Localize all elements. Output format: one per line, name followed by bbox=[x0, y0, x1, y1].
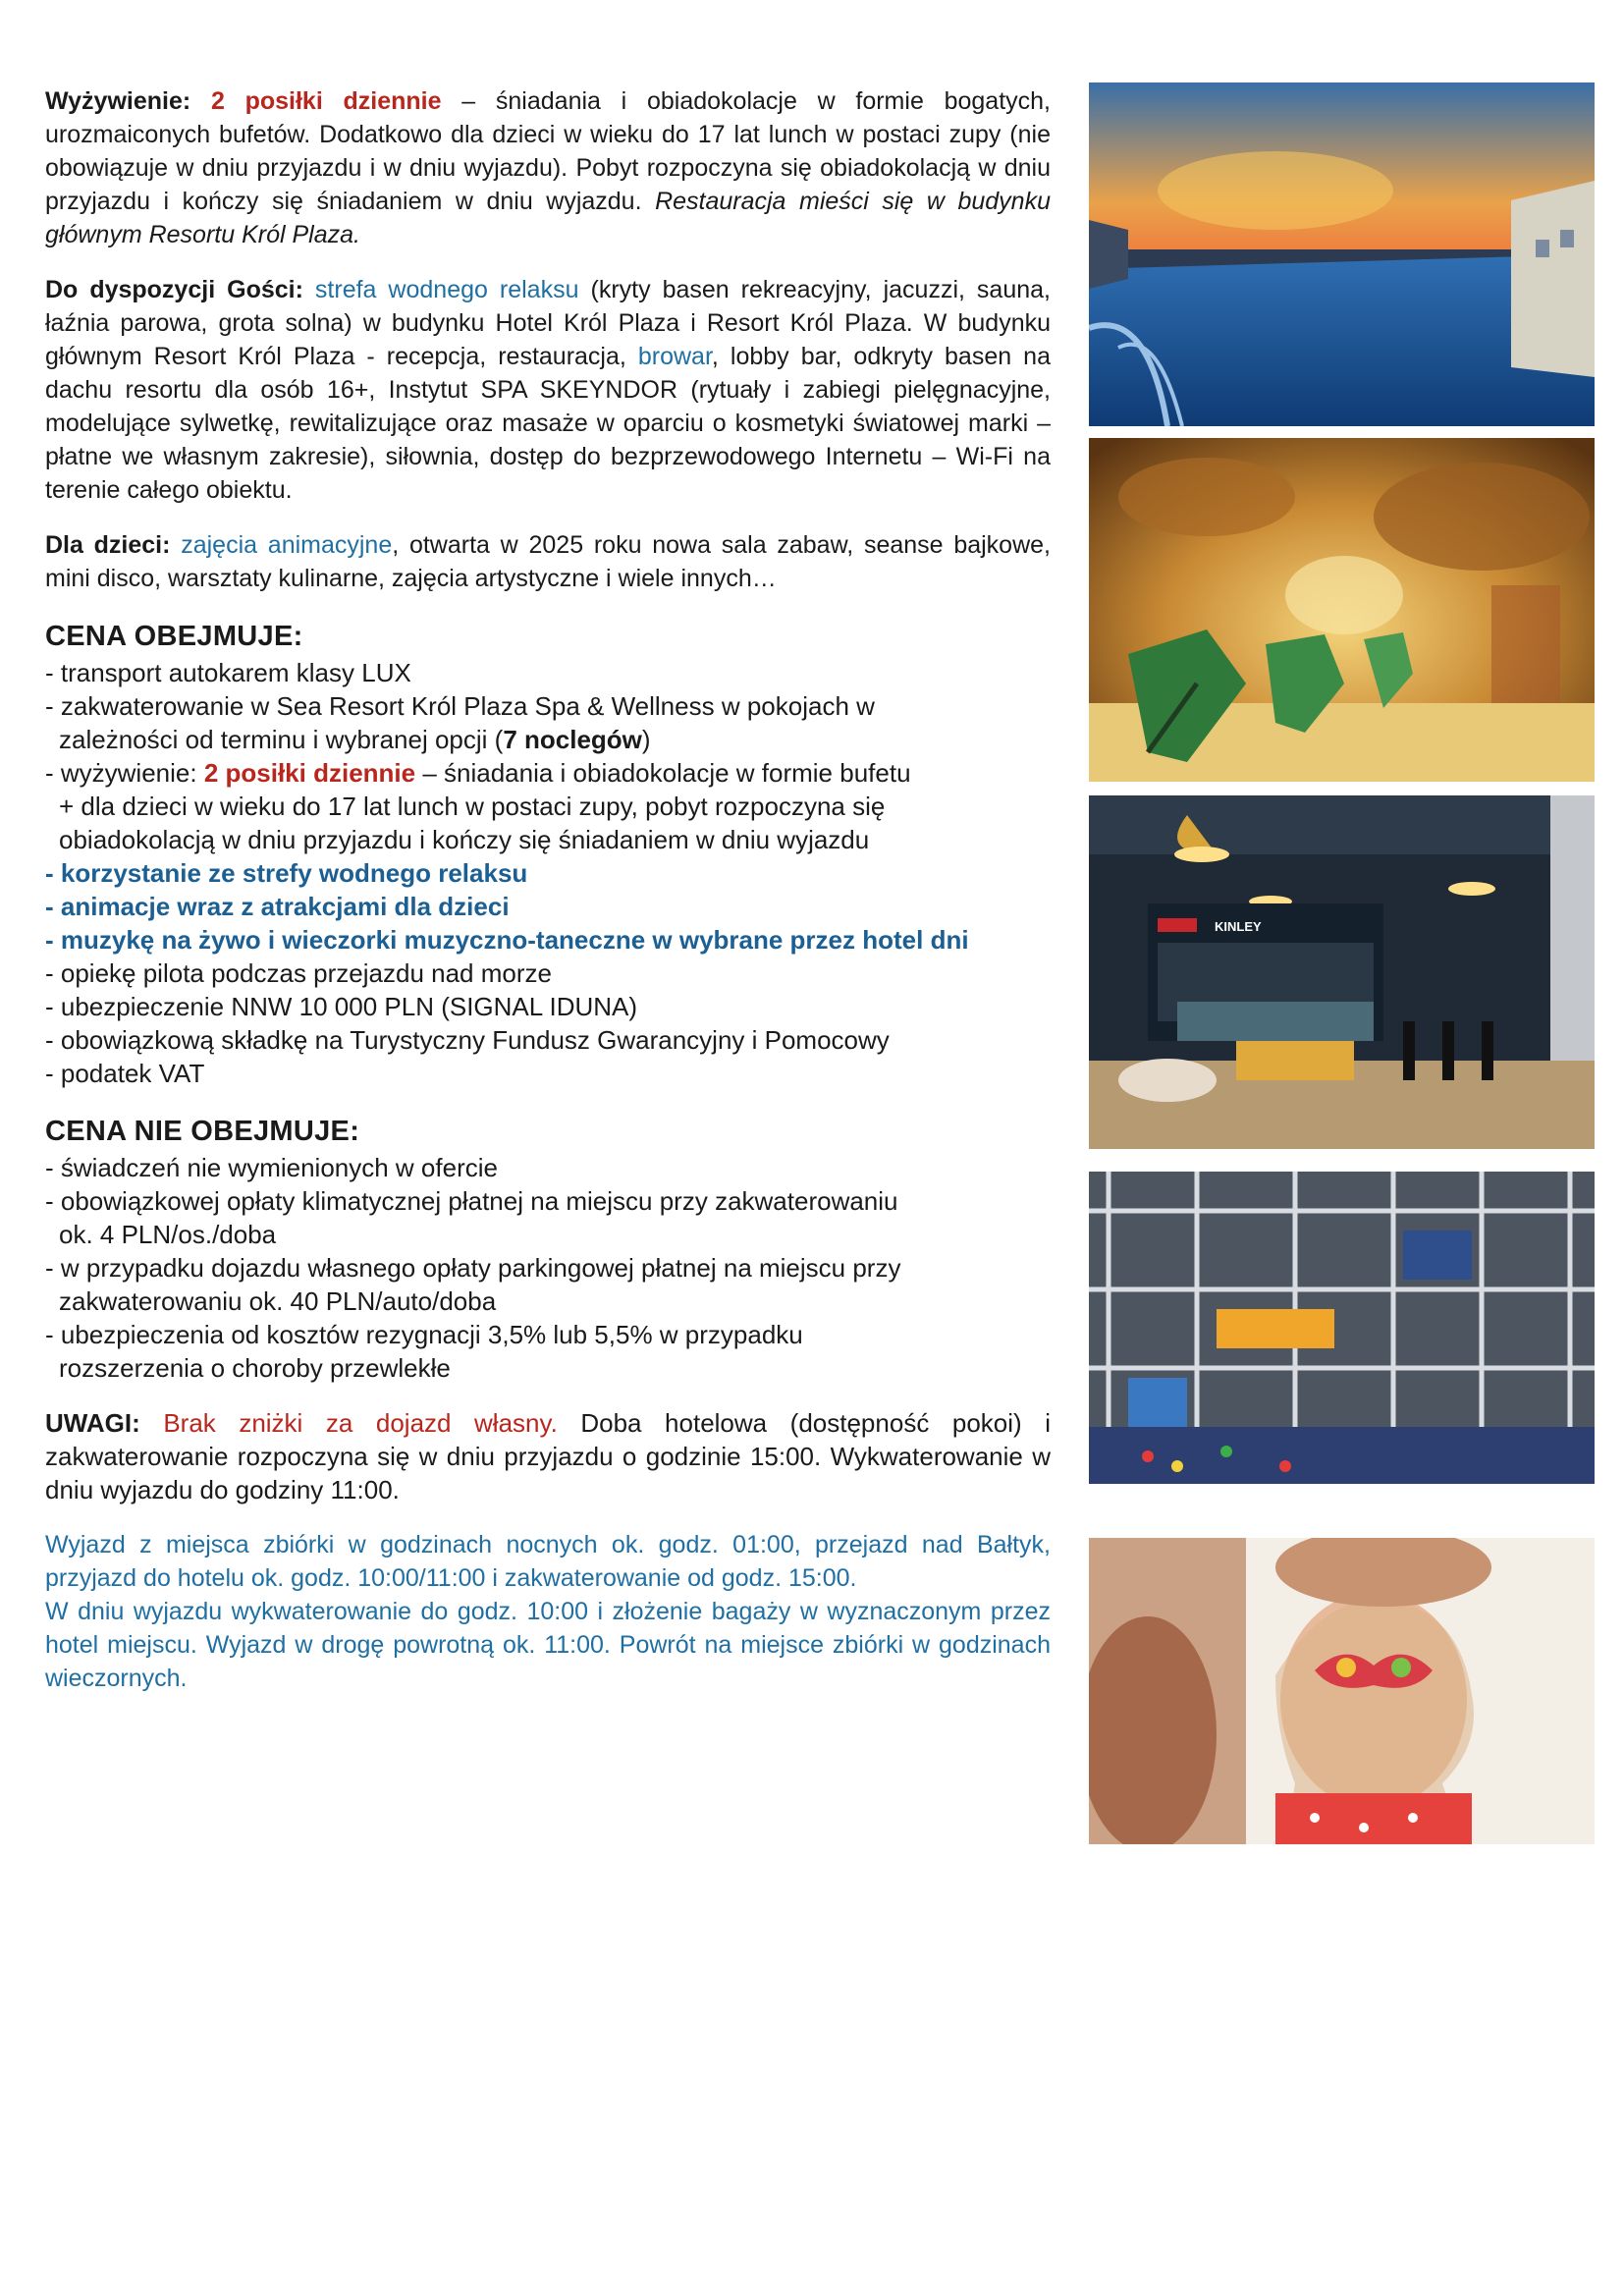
list-item: zakwaterowaniu ok. 40 PLN/auto/doba bbox=[59, 1286, 497, 1316]
guests-link-relax: strefa wodnego relaksu bbox=[314, 276, 579, 303]
list-item: rozszerzenia o choroby przewlekłe bbox=[59, 1353, 451, 1383]
kids-label: Dla dzieci: bbox=[45, 531, 171, 559]
list-item: - obowiązkową składkę na Turystyczny Fundusz Gwarancyjny i Pomocowy bbox=[45, 1025, 890, 1055]
kids-paragraph bbox=[45, 528, 1051, 595]
guests-paragraph bbox=[45, 273, 1051, 507]
kids-text: , otwarta w 2025 roku nowa sala zabaw, seanse bajkowe, mini disco, warsztaty kulinarne, zajęcia artystyczne i wiele innych… bbox=[45, 531, 1051, 592]
notes-text: Doba hotelowa (dostępność pokoi) i zakwaterowanie rozpoczyna się w dniu przyjazdu o godzinie 15:00. Wykwaterowanie w dniu wyjazdu do godziny 11:00. bbox=[45, 1408, 1051, 1504]
list-item: - korzystanie ze strefy wodnego relaksu bbox=[45, 858, 528, 888]
list-item: obiadokolacją w dniu przyjazdu i kończy się śniadaniem w dniu wyjazdu bbox=[59, 825, 870, 854]
list-item: - muzykę na żywo i wieczorki muzyczno-taneczne w wybrane przez hotel dni bbox=[45, 925, 969, 955]
list-item: - ubezpieczenie NNW 10 000 PLN (SIGNAL IDUNA) bbox=[45, 992, 638, 1021]
list-item: - zakwaterowanie w Sea Resort Król Plaza Spa & Wellness w pokojach w bbox=[45, 691, 875, 721]
food-text: – śniadania i obiadokolacje w formie bogatych, urozmaiconych bufetów. Dodatkowo dla dzieci w wieku do 17 lat lunch w postaci zupy (nie obowiązuje w dniu przyjazdu i w dniu wyjazdu). Pobyt rozpoczyna się obiadokolacją w dniu przyjazdu i kończy się śniadaniem w dniu wyjazdu. bbox=[45, 87, 1051, 215]
list-item: - animacje wraz z atrakcjami dla dzieci bbox=[45, 892, 510, 921]
notes-paragraph bbox=[45, 1406, 1051, 1506]
guests-text-2: , lobby bar, odkryty basen na dachu resortu dla osób 16+, Instytut SPA SKEYNDOR (rytuały i zabiegi pielęgnacyjne, modelujące sylwetkę, rewitalizujące oraz masaże w oparciu o kosmetyki światowej marki – płatne we własnym zakresie), siłownia, dostęp do bezprzewodowego Internetu – Wi-Fi na terenie całego obiektu. bbox=[45, 343, 1051, 504]
bar-sign: KINLEY bbox=[1215, 919, 1262, 934]
photo-salt-grotto bbox=[1089, 438, 1595, 782]
list-item: ok. 4 PLN/os./doba bbox=[59, 1220, 277, 1249]
included-title: CENA OBEJMUJE: bbox=[45, 621, 303, 652]
food-italic: Restauracja mieści się w budynku głównym Resortu Król Plaza. bbox=[45, 188, 1051, 248]
list-item: - opiekę pilota podczas przejazdu nad morze bbox=[45, 958, 552, 988]
list-item: - ubezpieczenia od kosztów rezygnacji 3,5% lub 5,5% w przypadku bbox=[45, 1320, 803, 1349]
guests-text-1: (kryty basen rekreacyjny, jacuzzi, sauna, łaźnia parowa, grota solna) w budynku Hotel Król Plaza i Resort Król Plaza. W budynku głównym Resort Król Plaza - recepcja, restauracja, bbox=[45, 276, 1051, 370]
guests-link-browar: browar bbox=[637, 343, 712, 370]
notes-red: Brak zniżki za dojazd własny. bbox=[163, 1408, 558, 1438]
list-item: - transport autokarem klasy LUX bbox=[45, 658, 411, 687]
list-item: zależności od terminu i wybranej opcji (7 noclegów) bbox=[59, 725, 651, 754]
list-item: + dla dzieci w wieku do 17 lat lunch w postaci zupy, pobyt rozpoczyna się bbox=[59, 792, 886, 821]
included-list bbox=[45, 656, 1051, 1090]
photo-face-painting bbox=[1089, 1538, 1595, 1844]
photo-bar-interior bbox=[1089, 795, 1595, 1149]
list-item: - podatek VAT bbox=[45, 1059, 205, 1088]
excluded-title: CENA NIE OBEJMUJE: bbox=[45, 1116, 360, 1147]
guests-label: Do dyspozycji Gości: bbox=[45, 276, 303, 303]
list-item: - świadczeń nie wymienionych w ofercie bbox=[45, 1153, 498, 1182]
kids-link: zajęcia animacyjne bbox=[181, 531, 393, 559]
food-paragraph bbox=[45, 84, 1051, 251]
photo-rooftop-pool bbox=[1089, 82, 1595, 426]
excluded-list bbox=[45, 1151, 1051, 1385]
travel-paragraph-2: W dniu wyjazdu wykwaterowanie do godz. 10:00 i złożenie bagaży w wyznaczonym przez hotel miejscu. Wyjazd w drogę powrotną ok. 11:00. Powrót na miejsce zbiórki w godzinach wieczornych. bbox=[45, 1598, 1051, 1692]
text-column bbox=[45, 84, 1051, 1695]
food-highlight: 2 posiłki dziennie bbox=[210, 87, 442, 115]
food-label: Wyżywienie: bbox=[45, 87, 191, 115]
notes-label: UWAGI: bbox=[45, 1408, 140, 1438]
list-item: - obowiązkowej opłaty klimatycznej płatnej na miejscu przy zakwaterowaniu bbox=[45, 1186, 898, 1216]
travel-paragraph-1: Wyjazd z miejsca zbiórki w godzinach nocnych ok. godz. 01:00, przejazd nad Bałtyk, przyjazd do hotelu ok. godz. 10:00/11:00 i zakwaterowanie od godz. 15:00. bbox=[45, 1531, 1051, 1592]
list-item: - wyżywienie: 2 posiłki dziennie – śniadania i obiadokolacje w formie bufetu bbox=[45, 758, 911, 788]
list-item: - w przypadku dojazdu własnego opłaty parkingowej płatnej na miejscu przy bbox=[45, 1253, 901, 1283]
photo-play-area bbox=[1089, 1172, 1595, 1484]
